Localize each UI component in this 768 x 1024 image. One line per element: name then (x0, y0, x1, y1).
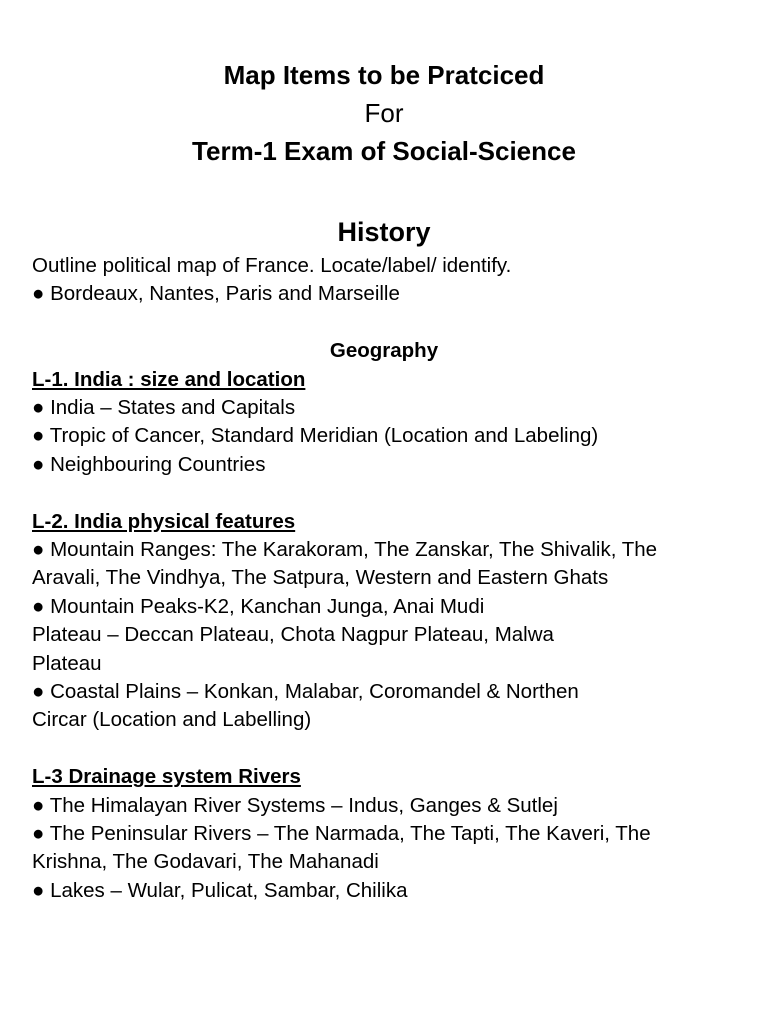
list-item: ● The Peninsular Rivers – The Narmada, The Tapti, The Kaveri, The (32, 822, 651, 846)
history-item: ● Bordeaux, Nantes, Paris and Marseille (32, 282, 400, 306)
section-title-l1: L-1. India : size and location (32, 367, 306, 391)
section-title-l2: L-2. India physical features (32, 509, 296, 533)
list-item: ● The Himalayan River Systems – Indus, Ganges & Sutlej (32, 793, 558, 817)
list-item: Plateau (32, 651, 102, 675)
list-item: ● Neighbouring Countries (32, 452, 266, 476)
list-item: ● India – States and Capitals (32, 396, 296, 420)
section-title-l3: L-3 Drainage system Rivers (32, 765, 301, 789)
list-item: Aravali, The Vindhya, The Satpura, Western and Eastern Ghats (32, 566, 609, 590)
list-item: ● Tropic of Cancer, Standard Meridian (Location and Labeling) (32, 424, 599, 448)
title-line-2: For (364, 98, 404, 128)
list-item: ● Mountain Ranges: The Karakoram, The Zanskar, The Shivalik, The (32, 538, 658, 562)
list-item: ● Coastal Plains – Konkan, Malabar, Coromandel & Northen (32, 680, 579, 704)
history-intro: Outline political map of France. Locate/label/ identify. (32, 254, 512, 277)
list-item: Krishna, The Godavari, The Mahanadi (32, 850, 379, 874)
list-item: ● Mountain Peaks-K2, Kanchan Junga, Anai Mudi (32, 594, 485, 618)
list-item: ● Lakes – Wular, Pulicat, Sambar, Chilika (32, 878, 408, 902)
geography-heading: Geography (329, 339, 439, 363)
title-line-3: Term-1 Exam of Social-Science (192, 136, 576, 166)
list-item: Plateau – Deccan Plateau, Chota Nagpur Plateau, Malwa (32, 623, 554, 647)
document-body (32, 252, 742, 905)
list-item: Circar (Location and Labelling) (32, 708, 312, 732)
title-line-1: Map Items to be Pratciced (223, 60, 545, 90)
document-title-block (0, 56, 768, 170)
history-heading: History (337, 217, 431, 247)
